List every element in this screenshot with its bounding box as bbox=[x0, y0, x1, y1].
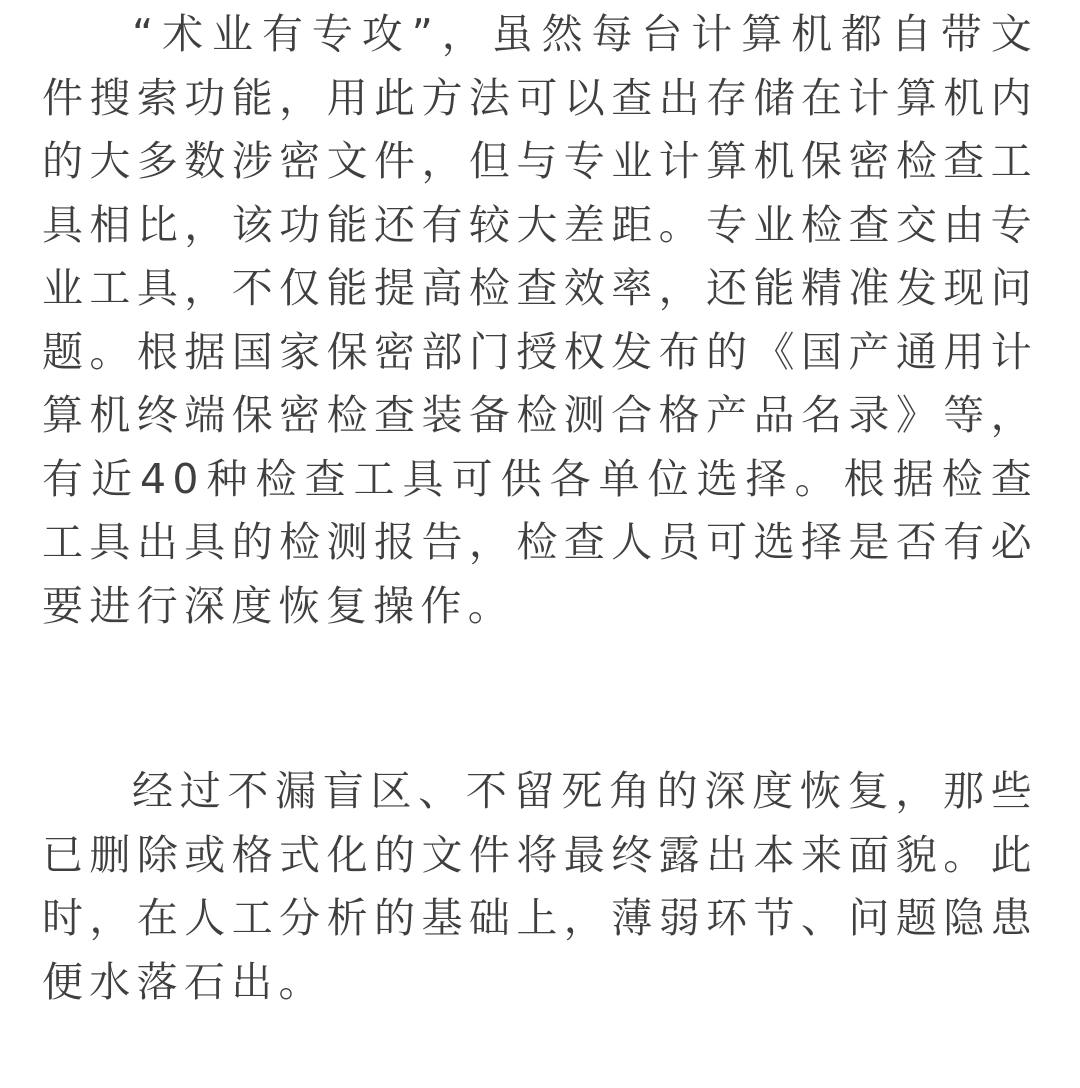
paragraph-deep-recovery: 经过不漏盲区、不留死角的深度恢复，那些已删除或格式化的文件将最终露出本来面貌。此时，在人工分析的基础上，薄弱环节、问题隐患便水落石出。 bbox=[42, 767, 1038, 1006]
paragraph-inspection-tools: “术业有专攻”，虽然每台计算机都自带文件搜索功能，用此方法可以查出存储在计算机内的大多数涉密文件，但与专业计算机保密检查工具相比，该功能还有较大差距。专业检查交由专业工具，不仅能提高检查效率，还能精准发现问题。根据国家保密部门授权发布的《国产通用计算机终端保密检查装备检测合格产品名录》等，有近40种检查工具可供各单位选择。根据检查工具出具的检测报告，检查人员可选择是否有必要进行深度恢复操作。 bbox=[42, 10, 1038, 630]
